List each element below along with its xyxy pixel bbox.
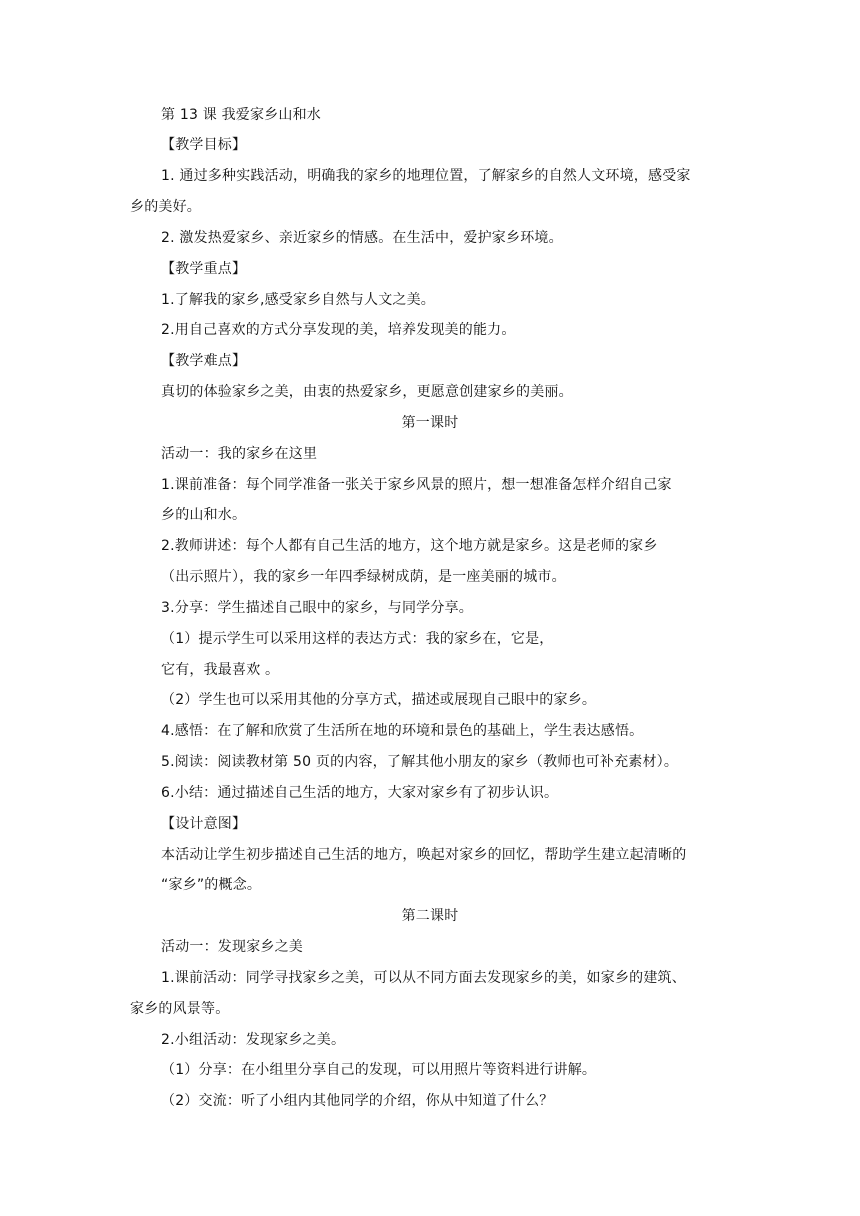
key-points-heading: 【教学重点】: [161, 261, 247, 277]
goal-2: 2. 激发热爱家乡、亲近家乡的情感。在生活中，爱护家乡环境。: [161, 230, 563, 246]
design-intent-line-1: 本活动让学生初步描述自己生活的地方，唤起对家乡的回忆，帮助学生建立起清晰的: [161, 847, 687, 863]
difficulty-1: 真切的体验家乡之美，由衷的热爱家乡，更愿意创建家乡的美丽。: [161, 384, 573, 400]
difficulty-heading: 【教学难点】: [161, 353, 247, 369]
goal-1-line-2: 乡的美好。: [130, 199, 201, 215]
lesson-1-step-1-line-1: 1.课前准备：每个同学准备一张关于家乡风景的照片，想一想准备怎样介绍自己家: [161, 477, 672, 493]
key-point-1: 1.了解我的家乡,感受家乡自然与人文之美。: [161, 292, 436, 308]
lesson-2-step-1-line-2: 家乡的风景等。: [130, 1001, 230, 1017]
lesson-1-step-3-1-line-2: 它有，我最喜欢 。: [161, 662, 280, 678]
lesson-1-step-2-line-1: 2.教师讲述：每个人都有自己生活的地方，这个地方就是家乡。这是老师的家乡: [161, 538, 658, 554]
lesson-2-step-1-line-1: 1.课前活动：同学寻找家乡之美，可以从不同方面去发现家乡的美，如家乡的建筑、: [161, 970, 686, 986]
lesson-2-activity: 活动一：发现家乡之美: [161, 939, 303, 955]
design-intent-line-2: “家乡”的概念。: [161, 877, 262, 893]
design-intent-heading: 【设计意图】: [161, 816, 247, 832]
lesson-1-step-3-1-line-1: （1）提示学生可以采用这样的表达方式：我的家乡在，它是，: [161, 631, 554, 647]
lesson-1-step-4: 4.感悟：在了解和欣赏了生活所在地的环境和景色的基础上，学生表达感悟。: [161, 723, 644, 739]
lesson-2-heading: 第二课时: [401, 908, 459, 924]
lesson-2-step-2-1: （1）分享：在小组里分享自己的发现，可以用照片等资料进行讲解。: [161, 1062, 597, 1078]
lesson-1-activity: 活动一：我的家乡在这里: [161, 446, 318, 462]
lesson-1-step-2-line-2: （出示照片），我的家乡一年四季绿树成荫，是一座美丽的城市。: [161, 569, 566, 585]
lesson-2-step-2-2: （2）交流：听了小组内其他同学的介绍，你从中知道了什么？: [161, 1093, 554, 1109]
lesson-title: 第 13 课 我爱家乡山和水: [161, 107, 321, 123]
goal-1-line-1: 1. 通过多种实践活动，明确我的家乡的地理位置，了解家乡的自然人文环境，感受家: [161, 168, 691, 184]
goals-heading: 【教学目标】: [161, 137, 247, 153]
lesson-1-step-1-line-2: 乡的山和水。: [161, 507, 247, 523]
lesson-1-step-5: 5.阅读：阅读教材第 50 页的内容，了解其他小朋友的家乡（教师也可补充素材）。: [161, 754, 679, 770]
lesson-1-heading: 第一课时: [401, 415, 459, 431]
lesson-2-step-2: 2.小组活动：发现家乡之美。: [161, 1032, 346, 1048]
lesson-1-step-6: 6.小结：通过描述自己生活的地方，大家对家乡有了初步认识。: [161, 785, 559, 801]
key-point-2: 2.用自己喜欢的方式分享发现的美，培养发现美的能力。: [161, 322, 516, 338]
lesson-1-step-3: 3.分享：学生描述自己眼中的家乡，与同学分享。: [161, 600, 473, 616]
lesson-1-step-3-2: （2）学生也可以采用其他的分享方式，描述或展现自己眼中的家乡。: [161, 692, 597, 708]
